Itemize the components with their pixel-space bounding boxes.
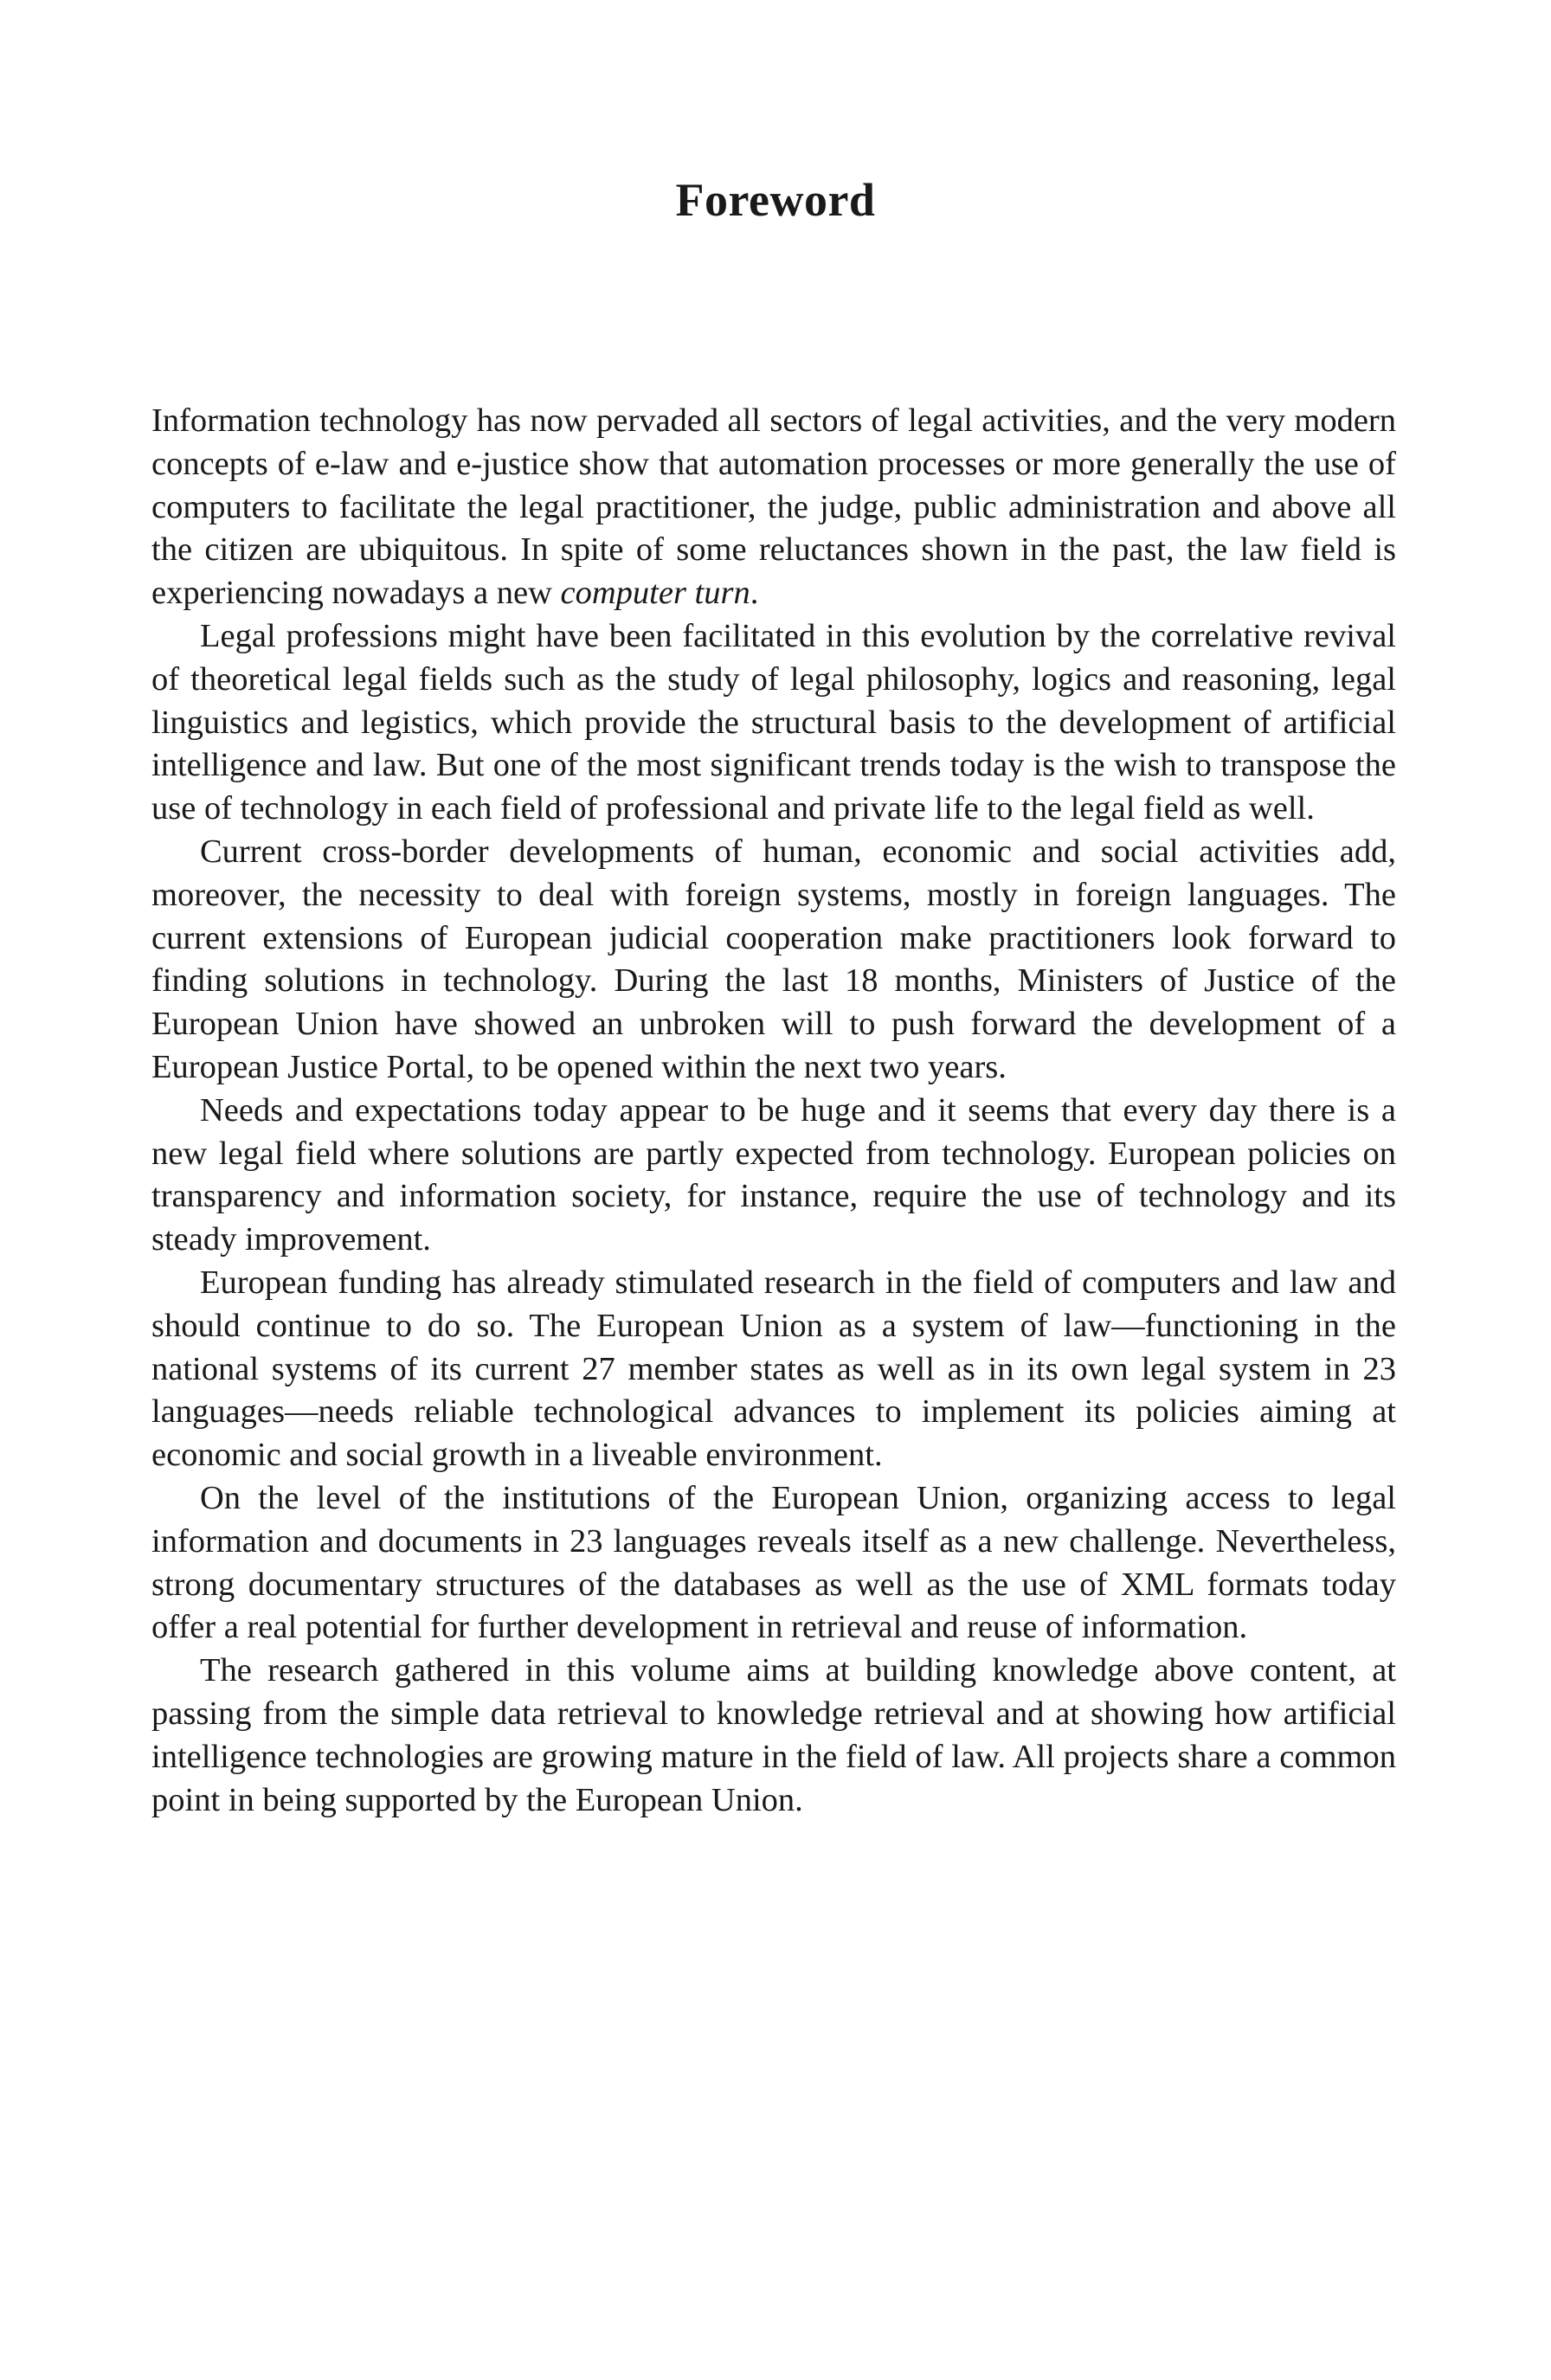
paragraph-3: Current cross-border developments of human, economic and social activities add, moreover, the necessity to deal with foreign systems, mostly in foreign languages. The current extensions of European judicial cooperation make practitioners look forward to finding solutions in technology. During the last 18 months, Ministers of Justice of the European Union have showed an unbroken will to push forward the development of a European Justice Portal, to be opened within the next two years. <box>151 833 1396 1085</box>
paragraph-1-text: Information technology has now pervaded all sectors of legal activities, and the very modern concepts of e-law and e-justice show that automation processes or more generally the use of computers to facilitate the legal practitioner, the judge, public administration and above all the citizen are ubiquitous. In spite of some reluctances shown in the past, the law field is experiencing nowadays a new <box>151 402 1396 612</box>
paragraph-4: Needs and expectations today appear to be huge and it seems that every day there is a new legal field where solutions are partly expected from technology. European policies on transparency and information society, for instance, require the use of technology and its steady improvement. <box>151 1091 1396 1258</box>
paragraph-7: The research gathered in this volume aims at building knowledge above content, at passing from the simple data retrieval to knowledge retrieval and at showing how artificial intelligence technologies are growing mature in the field of law. All projects share a common point in being supported by the European Union. <box>151 1652 1396 1818</box>
paragraph-5: European funding has already stimulated research in the field of computers and law and should continue to do so. The European Union as a system of law—functioning in the national systems of its current 27 member states as well as in its own legal system in 23 languages—needs reliable technological advances to implement its policies aiming at economic and social growth in a liveable environment. <box>151 1264 1396 1474</box>
paragraph-2: Legal professions might have been facilitated in this evolution by the correlative revival of theoretical legal fields such as the study of legal philosophy, logics and reasoning, legal linguistics and legistics, which provide the structural basis to the development of artificial intelligence and law. But one of the most significant trends today is the wish to transpose the use of technology in each field of professional and private life to the legal field as well. <box>151 617 1396 827</box>
paragraph-1-emphasis: computer turn <box>560 575 750 612</box>
body-text <box>151 400 1396 1822</box>
paragraph-1-end: . <box>750 575 759 612</box>
paragraph-1 <box>151 400 1396 615</box>
page-title: Foreword <box>675 174 876 226</box>
paragraph-6: On the level of the institutions of the European Union, organizing access to legal information and documents in 23 languages reveals itself as a new challenge. Nevertheless, strong documentary structures of the databases as well as the use of XML formats today offer a real potential for further development in retrieval and reuse of information. <box>151 1479 1396 1646</box>
